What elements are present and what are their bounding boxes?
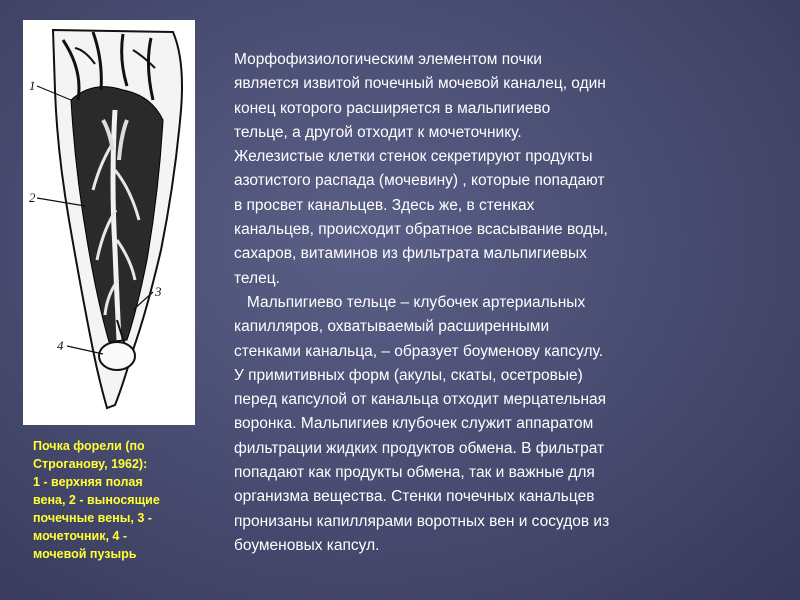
body-line: перед капсулой от канальца отходит мерцательная [234,391,607,409]
caption-line: Почка форели (по [33,439,145,453]
caption-line: 1 - верхняя полая [33,475,143,489]
body-line: попадают как продукты обмена, так и важные для [234,464,595,482]
body-line: Мальпигиево тельце – клубочек артериальных [234,293,586,311]
figure-label-4: 4 [57,338,64,353]
body-line: Морфофизиологическим элементом почки [234,51,542,68]
body-line: азотистого распада (мочевину) , которые попадают [234,172,605,190]
figure-label-3: 3 [155,284,162,299]
body-line: является извитой почечный мочевой каналец, один [234,75,606,93]
body-line: канальцев, происходит обратное всасывание воды, [234,221,608,239]
body-line: воронка. Мальпигиев клубочек служит аппаратом [234,415,594,433]
body-text [234,48,794,558]
body-line: Железистые клетки стенок секретируют продукты [234,148,593,166]
body-line: организма вещества. Стенки почечных канальцев [234,488,595,506]
body-line: стенками канальца, – образует боуменову капсулу. [234,342,604,360]
body-line: тельце, а другой отходит к мочеточнику. [234,123,522,141]
caption-line: мочевой пузырь [33,547,137,561]
trout-kidney-illustration [23,20,195,425]
figure-label-1: 1 [29,78,36,93]
body-line: боуменовых капсул. [234,536,380,554]
body-line: капилляров, охватываемый расширенными [234,318,550,336]
caption-line: мочеточник, 4 - [33,529,128,543]
caption-line: вена, 2 - выносящие [33,493,160,507]
caption-line: почечные вены, 3 - [33,511,152,525]
body-line: сахаров, витаминов из фильтрата мальпигиевых [234,245,587,263]
figure-label-2: 2 [29,190,36,205]
caption-line: Строганову, 1962): [33,457,148,471]
body-line: конец которого расширяется в мальпигиево [234,99,551,117]
figure-caption [33,437,213,563]
body-line: в просвет канальцев. Здесь же, в стенках [234,196,535,214]
body-line: У примитивных форм (акулы, скаты, осетровые) [234,366,583,384]
body-line: телец. [234,269,280,287]
body-line: фильтрации жидких продуктов обмена. В фильтрат [234,439,605,457]
body-line: пронизаны капиллярами воротных вен и сосудов из [234,512,610,530]
